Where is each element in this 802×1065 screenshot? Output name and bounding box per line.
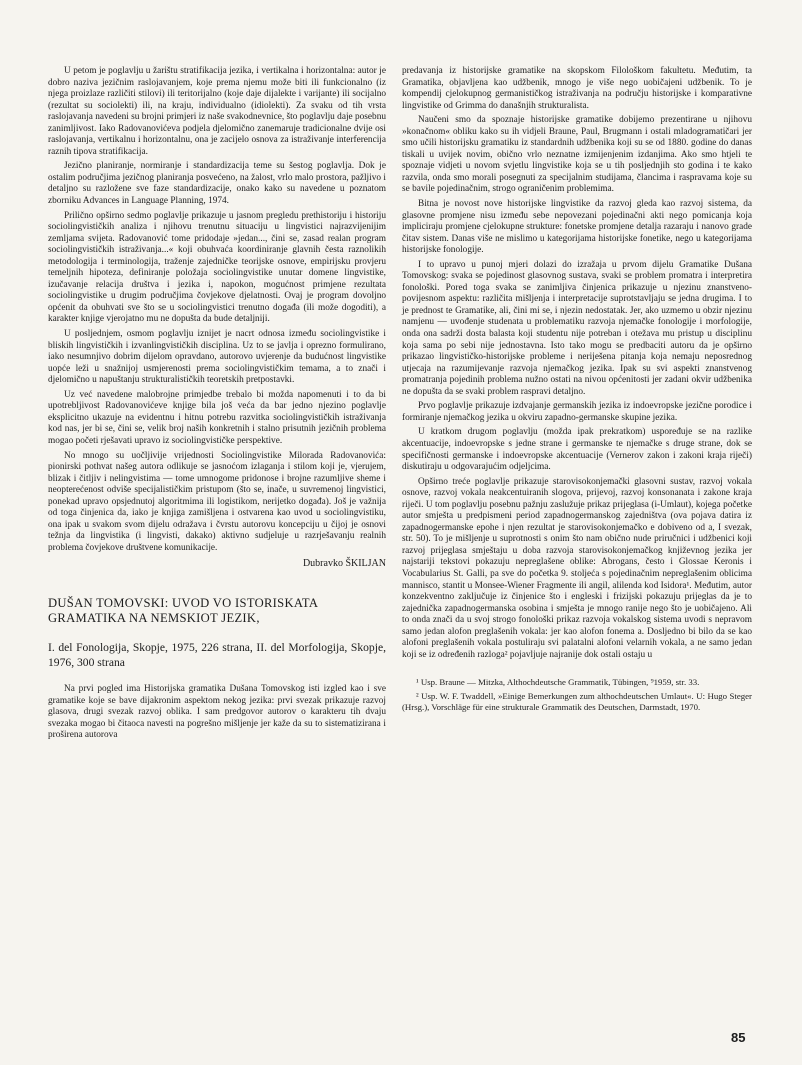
footnote: ¹ Usp. Braune — Mitzka, Althochdeutsche Grammatik, Tübingen, ⁹1959, str. 33.	[416, 677, 700, 688]
review-bibliographic-details: I. del Fonologija, Skopje, 1975, 226 strana, II. del Morfologija, Skopje, 1976, 300 strana	[48, 640, 386, 669]
body-paragraph: U kratkom drugom poglavlju (možda ipak prekratkom) uspoređuje se na razlike akcentuacije, indoevropske s jedne strane i germanske te njemačke s druge strane, dok se specifičnosti germanske i indoevropske akcentuacije (Vernerov zakon i zakoni kraja riječi) diskutiraju u odgovarajućim odjeljcima.	[402, 427, 752, 473]
footnotes	[402, 677, 752, 713]
body-paragraph: Opširno treće poglavlje prikazuje starovisokonjemački glasovni sustav, razvoj vokala osnove, razvoj vokala neakcentuiranih slogova, prijevoj, razvoj konsonanata i zakone kraja riječi. U tom poglavlju posebnu pažnju zaslužuje prikaz prijeglasa (i-Umlaut), kojega početke autor smješta u predpismeni period zapadnogermanskog zajedništva (ova pojava datira iz zapadnogermanske epohe i njen rezultat je starovisokonjemačko e dobiveno od a, I svezak, str. 50). To je mišljenje u suprotnosti s onim što nam obično nude priručnici i udžbenici koji razvoj prijeglasa smještaju u doba razvoja starovisokonjemačkog književnog jezika jer najstariji tekstovi pokazuju nepreglašene oblike: Abrogans, često i Glossae Keronis i Vocabularius St. Galli, pa sve do početka 9. stoljeća s pojedinačnim nepreglašenim oblicima mannisco, stantit u Monsee-Wiener Fragmente ili angil, alilenda kod Isidora¹. Međutim, autor konzekventno zaključuje iz činjenice što i engleski i frizijski pokazuju prijeglas da je to zajednička zapadnogermanska osobina i smješta je mnogo ranije nego što je uobičajeno. Ali to onda znači da u svoj strogo fonološki prikaz razvoja vokalskog sistema uvodi s nepravom samo jedan alofon preglašenih vokala: jer kao alofon fonema a. Dosljedno bi bilo da se kao alofoni preglašenih vokala postuliraju svi palatalni alofoni velarnih vokala, a ne samo jedan koji se iz određenih razloga² pojavljuje najranije dok ostali ostaju u	[402, 476, 752, 660]
body-paragraph: Bitna je novost nove historijske lingvistike da razvoj gleda kao razvoj sistema, da glasovne promjene nisu između sebe nepovezani pojedinačni akti nego pomicanja koja impliciraju promjene cjelokupne strukture: fonetske promjene detalja razaraju i nanovo grade čitav sistem. Danas više ne mislimo u kategorijama historijske fonetike, nego u kategorijama historijske fonologije.	[402, 199, 752, 256]
review-title: DUŠAN TOMOVSKI: UVOD VO ISTORISKATA GRAMATIKA NA NEMSKIOT JEZIK,	[48, 595, 318, 626]
body-paragraph: I to upravo u punoj mjeri dolazi do izražaja u prvom dijelu Gramatike Dušana Tomovskog: svaka se pojedinost glasovnog sustava, svaki se problem promatra i interpretira fonološki. Pored toga svaka se zanimljiva činjenica prikazuje u njezinu znanstveno-povijesnom aspektu: različita mišljenja i interpretacije suprotstavljaju se jedna drugima. I to je prednost te Gramatike, ali, čini mi se, i njezin nedostatak. Jer, ako uzmemo u obzir njezinu namjenu — uvođenje studenata u problematiku razvoja njemačke fonologije i morfologije, onda ona sadrži dosta balasta koji studentu nije potreban i otežava mu pristup u disciplinu koja sama po sebi nije jednostavna. Isto tako mogu se predbaciti autoru da je opširno prikazao lingvističko-historijske probleme i neriješena pitanja koja nemaju neposrednog utjecaja na razumijevanje razvoja njemačkog jezika. Ipak su svi aspekti znanstvenog promatranja pojedinih problema nužno ostati na nivou općenitosti jer zadani okvir udžbenika ne dopušta da se svaki problem raspravi detaljno.	[402, 259, 752, 397]
body-paragraph: U posljednjem, osmom poglavlju iznijet je nacrt odnosa između sociolingvistike i bliskih lingvističkih i izvanlingvističkih disciplina. Uz to se javlja i oprezno formulirano, iako nesumnjivo dobrim dijelom opravdano, autorovo uvjerenje da budućnost lingvistike uopće leži u snažnijoj usmjerenosti prema sociolingvističkim temama, a to znači i djelomično u napuštanju strukturalističkih teoretskih pretpostavki.	[48, 329, 386, 386]
body-paragraph: U petom je poglavlju u žarištu stratifikacija jezika, i vertikalna i horizontalna: autor je dobro naziva jezičnim raslojavanjem, koje prema njemu može biti ili funkcionalno (iz njega proizlaze različiti stilovi) ili teritorijalno (koje daje dijalekte i varijante) ili socijalno (rezultat su sociolekti) ili, na kraju, individualno (idiolekti). Za svaku od tih vrsta raslojavanja navedeni su brojni primjeri iz naše svakodnevnice, što poglavlju daje posebnu zanimljivost. Iako Radovanovićeva podjela djelomično zanemaruje tradicionalne dvije osi raslojavanja, vertikalnu i horizontalnu, ona je zacijelo osnova za istraživanje interferencija raznih tipova stratifikacija.	[48, 66, 386, 157]
body-paragraph: Uz već navedene malobrojne primjedbe trebalo bi možda napomenuti i to da bi upotrebljivost Radovanovićeve knjige bila još veća da bar jedno njezino poglavlje eksplicitno ukazuje na evidentnu i hitnu potrebu razvitka sociolingvističkih istraživanja kod nas, jer bi se, čini se, velik broj naših konkretnih i stalno prisutnih jezičnih problema mogao početi rješavati upravo iz sociolingvističke perspektive.	[48, 389, 386, 446]
body-paragraph: No mnogo su uočljivije vrijednosti Sociolingvistike Milorada Radovanovića: pionirski pothvat našeg autora odlikuje se jasnoćom izlaganja i stilom koji je, vjerujem, blizak i čitljiv i nelingvistima — tome umnogome pridonose i brojne razumljive sheme i neopterećenost odviše specijalističkim pristupom (što se, inače, u suvremenoj lingvistici, ponekad upravo opsjednutoj algoritmima ili logistikom, nerijetko događa). Još je važnija od toga činjenica da, iako je knjiga zamišljena i ostvarena kao uvod u sociolingvistiku, ona ipak u svakom svom dijelu odražava i čvrstu autorovu koncepciju u čijoj je osnovi težnja da lingvistika (i lingvisti, dakako) aktivno sudjeluje u razrješavanju realnih problema čovjekove društvene komunikacije.	[48, 450, 386, 553]
reviewer-signature: Dubravko ŠKILJAN	[302, 558, 386, 570]
body-paragraph: Jezično planiranje, normiranje i standardizacija teme su šestog poglavlja. Dok je ostalim područjima jezičnog planiranja posvećeno, na žalost, vrlo malo prostora, pažljivo i detaljno su razložene sve faze standardizacije, onako kako su navedene u poznatom zborniku Advances in Language Planning, 1974.	[48, 161, 386, 207]
body-paragraph: Naučeni smo da spoznaje historijske gramatike dobijemo prezentirane u njihovu »konačnom« obliku kako su ih vidjeli Braune, Paul, Brugmann i ostali mladogramatičari jer smo učili historijsku gramatiku iz standardnih udžbenika koji su se od 1880. godine do danas tiskali u uvijek novim, obično vrlo neznatne izmijenjenim izdanjima. Ako smo htjeli te spoznaje vidjeti u novom svjetlu lingvistike koja se u tih posljednjih sto godina i te kako razvila, onda smo morali posegnuti za specijalnim studijama, člancima i raspravama koje su se bavile pojedinačnim, strogo ograničenim problemima.	[402, 115, 752, 195]
left-column	[48, 66, 386, 742]
body-paragraph: Prvo poglavlje prikazuje izdvajanje germanskih jezika iz indoevropske jezične porodice i formiranje njemačkog jezika u okviru zapadno-germanske skupine jezika.	[402, 401, 752, 423]
page-number: 85	[731, 1030, 746, 1045]
body-paragraph: Na prvi pogled ima Historijska gramatika Dušana Tomovskog isti izgled kao i sve gramatike koje se bave dijakronim aspektom nekog jezika: prvi svezak prikazuje razvoj glasova, drugi svezak razvoj oblika. I sam predgovor autorov o karakteru tih dvaju svezaka mogao bi čitaoca navesti na pogrešno mišljenje jer kaže da su to sistematizirana i proširena autorova	[48, 684, 386, 741]
footnote: ² Usp. W. F. Twaddell, »Einige Bemerkungen zum althochdeutschen Umlaut«. U: Hugo Steger (Hrsg.), Vorschläge für eine strukturale Grammatik des Deutschen, Darmstadt, 1970.	[402, 691, 752, 713]
body-paragraph: Prilično opširno sedmo poglavlje prikazuje u jasnom pregledu prethistoriju i historiju sociolingvističkih analiza i njihovu trenutnu situaciju u lingvistici najrazvijenijim zemljama svijeta. Radovanović tome pridodaje »jedan..., čini se, zasad realan program sociolingvističkih istraživanja...« koji obuhvaća koordiniranje glavnih česta raznolikih metodologija i terminologija, traženje zajedničke teorijske osnove, empirijsku provjeru temeljnih hipoteza, definiranje položaja sociolingvistike unutar domene lingvistike, izučavanje relacija društva i jezika i, napokon, mogućnost primjene rezultata sociolingvistike u drugim područjima čovjekove djelatnosti. Ovaj je program dovoljno općenit da obuhvati sve što se u sociolingvistici trenutno događa (ili može dogoditi), a karakter knjige vjerojatno mu ne dopušta da bude detaljniji.	[48, 210, 386, 325]
right-column	[402, 66, 752, 713]
body-paragraph: predavanja iz historijske gramatike na skopskom Filološkom fakultetu. Međutim, ta Gramatika, objavljena kao udžbenik, mnogo je više nego uobičajeni udžbenik. To je kompendij cjelokupnog germanističkog istraživanja na području historijske i komparativne lingvistike od Grimma do današnjih strukturalista.	[402, 66, 752, 111]
